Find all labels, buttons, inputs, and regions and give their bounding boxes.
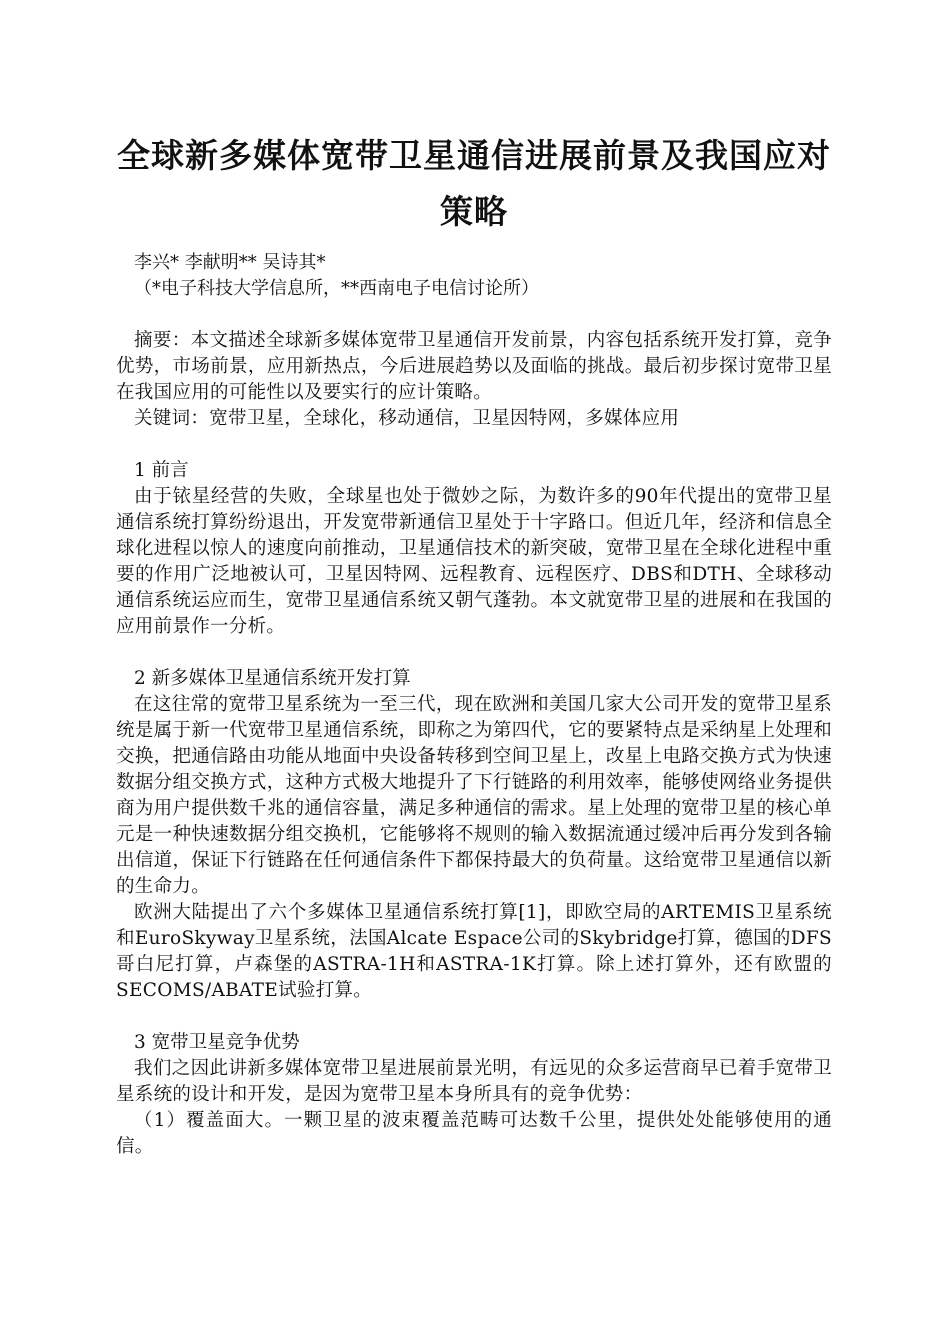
section-heading: 2 新多媒体卫星通信系统开发打算 xyxy=(134,668,411,689)
section-introduction xyxy=(116,458,832,640)
body-paragraph: 由于铱星经营的失败，全球星也处于微妙之际，为数许多的90年代提出的宽带卫星通信系统打算纷纷退出，开发宽带新通信卫星处于十字路口。但近几年，经济和信息全球化进程以惊人的速度向前推动，卫星通信技术的新突破，宽带卫星在全球化进程中重要的作用广泛地被认可，卫星因特网、远程教育、远程医疗、DBS和DTH、全球移动通信系统运应而生，宽带卫星通信系统又朝气蓬勃。本文就宽带卫星的进展和在我国的应用前景作一分析。 xyxy=(116,486,832,637)
document-page xyxy=(116,128,832,1160)
spacer xyxy=(116,640,832,666)
section-competitive-advantages xyxy=(116,1030,832,1160)
body-paragraph: 在这往常的宽带卫星系统为一至三代，现在欧洲和美国几家大公司开发的宽带卫星系统是属于新一代宽带卫星通信系统，即称之为第四代，它的要紧特点是采纳星上处理和交换，把通信路由功能从地面中央设备转移到空间卫星上，改星上电路交换方式为快速数据分组交换方式，这种方式极大地提升了下行链路的利用效率，能够使网络业务提供商为用户提供数千兆的通信容量，满足多种通信的需求。星上处理的宽带卫星的核心单元是一种快速数据分组交换机，它能够将不规则的输入数据流通过缓冲后再分发到各输出信道，保证下行链路在任何通信条件下都保持最大的负荷量。这给宽带卫星通信以新的生命力。 xyxy=(116,694,832,897)
author-affiliation: （*电子科技大学信息所，**西南电子电信讨论所） xyxy=(134,278,539,299)
section-heading: 3 宽带卫星竞争优势 xyxy=(134,1032,300,1053)
body-paragraph: （1）覆盖面大。一颗卫星的波束覆盖范畴可达数千公里，提供处处能够使用的通信。 xyxy=(116,1110,832,1157)
section-heading: 1 前言 xyxy=(134,460,189,481)
keywords-line: 关键词：宽带卫星，全球化，移动通信，卫星因特网，多媒体应用 xyxy=(134,408,680,429)
spacer xyxy=(116,432,832,458)
abstract-paragraph: 摘要：本文描述全球新多媒体宽带卫星通信开发前景，内容包括系统开发打算，竞争优势，市场前景，应用新热点，今后进展趋势以及面临的挑战。最后初步探讨宽带卫星在我国应用的可能性以及要实行的应计策略。 xyxy=(116,330,832,403)
spacer xyxy=(116,302,832,328)
author-list: 李兴* 李献明** 吴诗其* xyxy=(134,252,326,273)
document-title: 全球新多媒体宽带卫星通信进展前景及我国应对策略 xyxy=(117,136,831,231)
body-paragraph: 我们之因此讲新多媒体宽带卫星进展前景光明，有远见的众多运营商早已着手宽带卫星系统的设计和开发，是因为宽带卫星本身所具有的竞争优势： xyxy=(116,1058,832,1105)
spacer xyxy=(116,1004,832,1030)
section-development-plans xyxy=(116,666,832,1004)
body-paragraph: 欧洲大陆提出了六个多媒体卫星通信系统打算[1]，即欧空局的ARTEMIS卫星系统和EuroSkyway卫星系统，法国Alcate Espace公司的Skybridge打算，德国的DFS哥白尼打算，卢森堡的ASTRA-1H和ASTRA-1K打算。除上述打算外，还有欧盟的SECOMS/ABATE试验打算。 xyxy=(116,902,832,1001)
